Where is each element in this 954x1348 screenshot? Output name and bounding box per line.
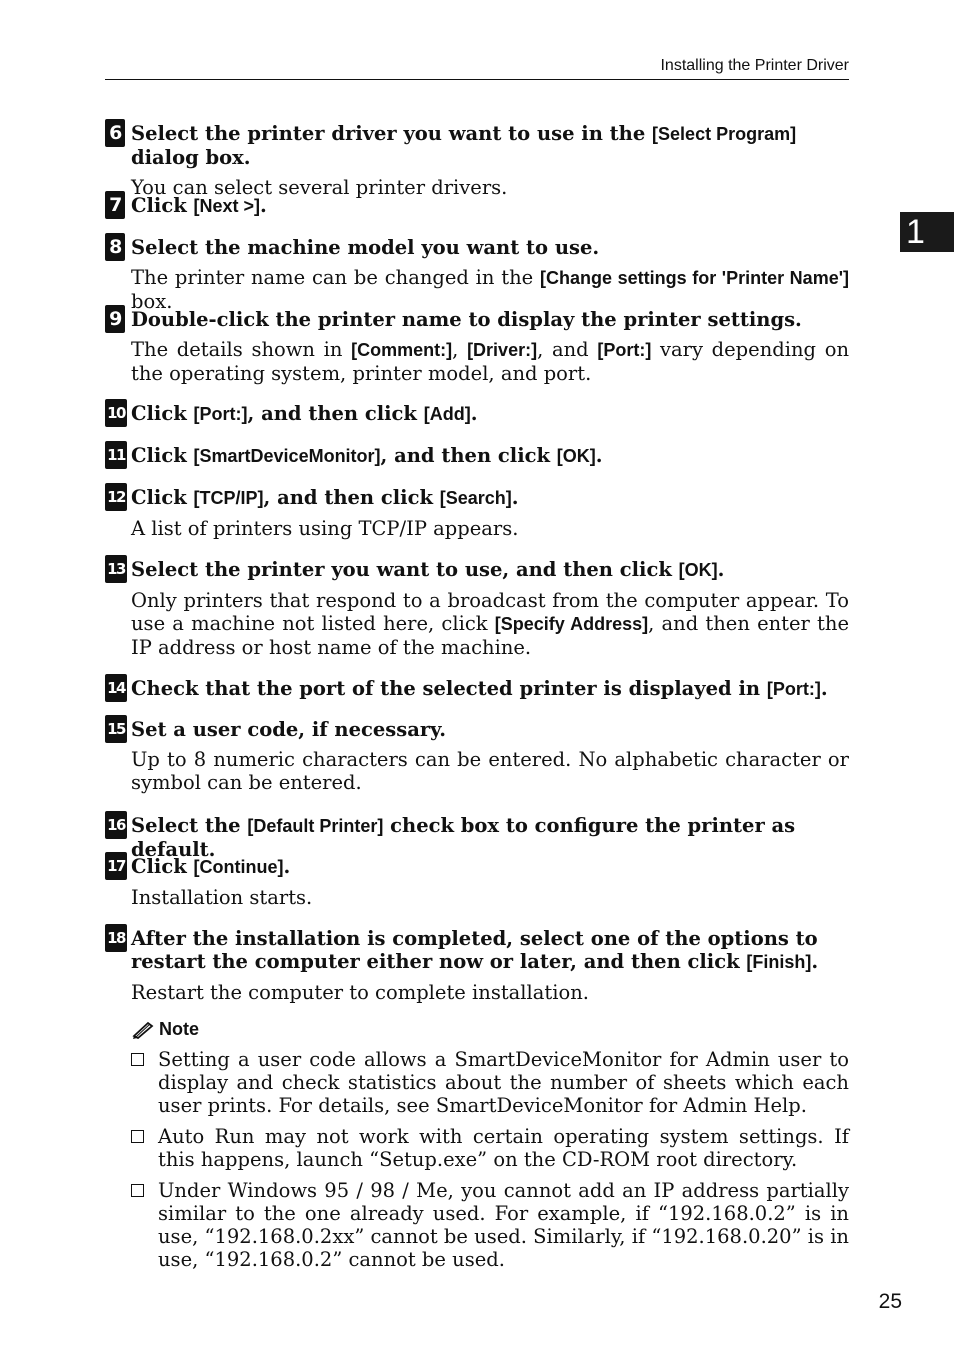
ui-label-reference: [Specify Address]: [494, 614, 649, 634]
ui-label-reference: [Port:]: [766, 679, 821, 699]
step-instruction: [131, 441, 849, 468]
running-header: Installing the Printer Driver: [660, 57, 849, 74]
note-item: [131, 1125, 849, 1171]
step-18: [105, 924, 849, 1004]
text-run: Check that the port of the selected printer is displayed in: [131, 677, 767, 700]
text-run: Select the machine model you want to use.: [131, 236, 600, 259]
step-7: [105, 191, 849, 218]
step-13: [105, 555, 849, 659]
text-run: Set a user code, if necessary.: [131, 718, 447, 741]
checkbox-bullet-icon: [131, 1053, 144, 1066]
text-run: Select the printer you want to use, and then click: [131, 558, 679, 581]
text-run: .: [717, 558, 725, 581]
ui-label-reference: [Next >]: [193, 196, 261, 216]
ui-label-reference: [TCP/IP]: [193, 488, 264, 508]
step-instruction: [131, 305, 849, 331]
ui-label-reference: [Search]: [439, 488, 512, 508]
ui-label-reference: [Finish]: [746, 952, 812, 972]
text-run: Only printers that respond to a broadcast from the computer appear. To use a machine not listed here, click: [131, 589, 849, 635]
note-item-text: Auto Run may not work with certain operating system settings. If this happens, launch “Setup.exe” on the CD-ROM root directory.: [158, 1125, 849, 1171]
step-detail: Restart the computer to complete installation.: [131, 981, 589, 1004]
ui-label-reference: [Comment:]: [351, 340, 453, 360]
ui-label-reference: [OK]: [556, 446, 596, 466]
text-run: check box to configure the printer as default.: [131, 814, 796, 861]
step-8: [105, 233, 849, 313]
step-instruction: [131, 555, 849, 582]
step-instruction: [131, 483, 849, 510]
note-item-text: Setting a user code allows a SmartDeviceMonitor for Admin user to display and check statistics about the number of sheets which each user prints. For details, see SmartDeviceMonitor for Admin Help.: [158, 1048, 849, 1117]
step-instruction: [131, 924, 849, 974]
step-11: [105, 441, 849, 468]
note-title: Note: [159, 1019, 199, 1039]
step-number-badge: 8: [105, 233, 125, 261]
step-number-badge: 15: [105, 715, 127, 743]
step-number-badge: 17: [105, 852, 127, 880]
step-number-badge: 11: [105, 441, 127, 469]
text-run: , and then click: [380, 444, 557, 467]
text-run: Double-click the printer name to display the printer settings.: [131, 308, 802, 331]
step-number-badge: 13: [105, 555, 127, 583]
step-9: [105, 305, 849, 385]
step-instruction: [131, 674, 849, 701]
step-detail: Up to 8 numeric characters can be entered. No alphabetic character or symbol can be entered.: [131, 748, 849, 794]
step-12: [105, 483, 849, 540]
text-run: .: [470, 402, 478, 425]
step-number-badge: 18: [105, 924, 127, 952]
text-run: .: [283, 855, 291, 878]
text-run: Select the printer driver you want to use in the: [131, 122, 653, 145]
header-rule: [105, 79, 849, 80]
ui-label-reference: [Default Printer]: [247, 816, 384, 836]
chapter-tab: 1: [900, 212, 954, 252]
note-item: [131, 1048, 849, 1117]
step-number-badge: 16: [105, 811, 127, 839]
text-run: .: [595, 444, 603, 467]
checkbox-bullet-icon: [131, 1184, 144, 1197]
text-run: .: [511, 486, 519, 509]
step-number-badge: 14: [105, 674, 127, 702]
step-17: [105, 852, 849, 909]
step-detail: [131, 338, 849, 385]
text-run: dialog box.: [131, 146, 251, 169]
step-number-badge: 6: [105, 119, 125, 147]
ui-label-reference: [Port:]: [193, 404, 248, 424]
step-instruction: [131, 399, 849, 426]
ui-label-reference: [Change settings for 'Printer Name']: [540, 268, 849, 288]
text-run: After the installation is completed, select one of the options to restart the computer either now or later, and then click: [131, 927, 818, 973]
step-instruction: [131, 852, 849, 879]
text-run: box.: [131, 290, 173, 313]
step-6: [105, 119, 849, 199]
ui-label-reference: [Continue]: [193, 857, 284, 877]
note-item: [131, 1179, 849, 1271]
step-detail: A list of printers using TCP/IP appears.: [131, 517, 519, 540]
step-instruction: [131, 119, 849, 169]
page-number: 25: [878, 1290, 902, 1313]
step-detail: Installation starts.: [131, 886, 313, 909]
text-run: Click: [131, 486, 194, 509]
step-number-badge: 9: [105, 305, 125, 333]
ui-label-reference: [Driver:]: [467, 340, 538, 360]
note-heading: [131, 1019, 199, 1040]
step-number-badge: 10: [105, 399, 127, 427]
ui-label-reference: [SmartDeviceMonitor]: [193, 446, 381, 466]
step-number-badge: 12: [105, 483, 127, 511]
step-15: [105, 715, 849, 794]
pencil-icon: [131, 1021, 155, 1039]
text-run: .: [260, 194, 267, 217]
step-number-badge: 7: [105, 191, 125, 219]
checkbox-bullet-icon: [131, 1130, 144, 1143]
step-instruction: [131, 191, 849, 218]
step-instruction: [131, 233, 849, 259]
text-run: .: [811, 950, 819, 973]
ui-label-reference: [Select Program]: [652, 124, 797, 144]
step-14: [105, 674, 849, 701]
step-10: [105, 399, 849, 426]
ui-label-reference: [Port:]: [597, 340, 652, 360]
ui-label-reference: [OK]: [678, 560, 718, 580]
text-run: Click: [131, 402, 194, 425]
text-run: The printer name can be changed in the: [131, 266, 540, 289]
text-run: Click: [131, 194, 194, 217]
note-list: [131, 1048, 849, 1279]
text-run: vary depending on the operating system, printer model, and port.: [131, 338, 850, 385]
text-run: Click: [131, 444, 194, 467]
text-run: , and then click: [247, 402, 424, 425]
text-run: , and then enter the IP address or host name of the machine.: [131, 612, 849, 659]
text-run: The details shown in: [131, 338, 352, 361]
ui-label-reference: [Add]: [423, 404, 471, 424]
note-item-text: Under Windows 95 / 98 / Me, you cannot add an IP address partially similar to the one already used. For example, if “192.168.0.2” is in use, “192.168.0.2xx” cannot be used. Similarly, if “192.168.0.20” is in use, “192.168.0.2” cannot be used.: [158, 1179, 849, 1271]
text-run: ,: [452, 338, 468, 361]
step-detail: [131, 589, 849, 659]
text-run: , and: [537, 338, 598, 361]
step-instruction: [131, 715, 849, 741]
text-run: , and then click: [263, 486, 440, 509]
text-run: Click: [131, 855, 194, 878]
step-detail: You can select several printer drivers.: [131, 176, 508, 199]
text-run: .: [820, 677, 828, 700]
text-run: Select the: [131, 814, 248, 837]
